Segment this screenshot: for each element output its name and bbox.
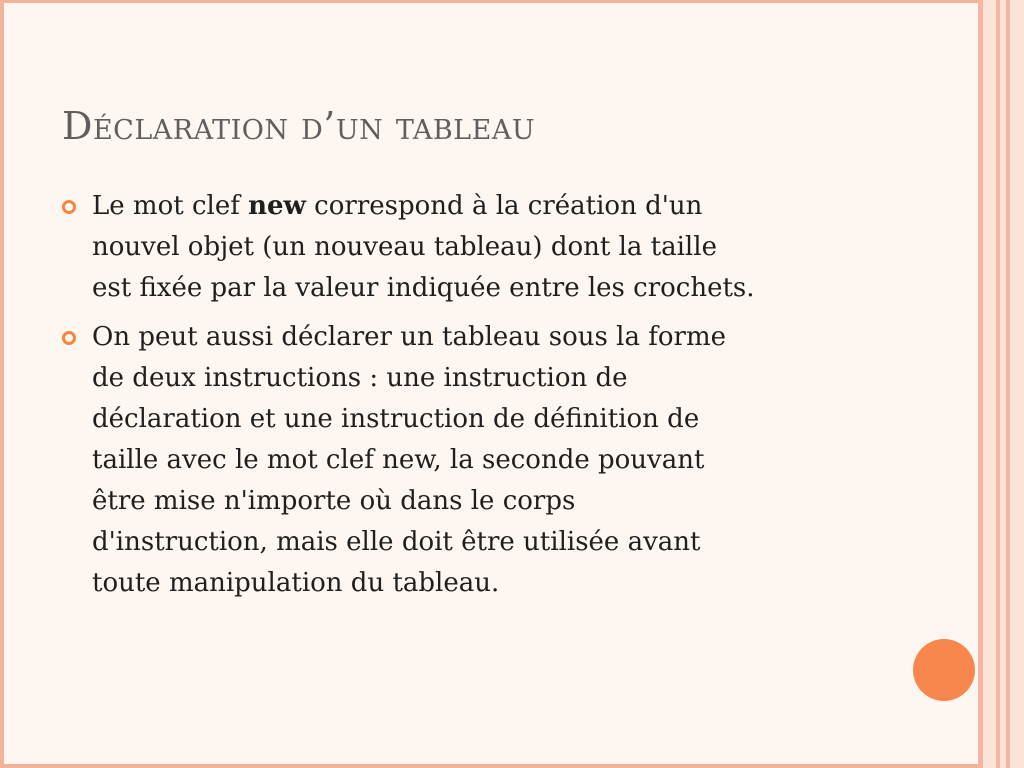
bullet-line: de deux instructions : une instruction de (92, 363, 628, 393)
bottom-border (0, 764, 980, 768)
decorative-circle-icon (913, 639, 975, 701)
left-border (0, 0, 4, 768)
bullet-text: Le mot clef (92, 191, 249, 221)
bullet-text: correspond à la création d'un (305, 191, 703, 221)
bullet-line: être mise n'importe où dans le corps (92, 486, 576, 516)
top-border (0, 0, 980, 3)
bullet-line: est fixée par la valeur indiquée entre les crochets. (92, 273, 755, 303)
bullet-line (92, 186, 882, 227)
bullet-line: d'instruction, mais elle doit être utilisée avant (92, 527, 701, 557)
stripe (1010, 0, 1024, 768)
bullet-item (62, 186, 882, 309)
bullet-item (62, 317, 882, 604)
slide-body (62, 186, 882, 612)
bullet-line: On peut aussi déclarer un tableau sous la forme (92, 322, 726, 352)
slide-title: Déclaration d’un tableau (62, 104, 536, 148)
keyword-new: new (248, 191, 306, 221)
circle-bullet-icon (62, 331, 76, 345)
bullet-line: toute manipulation du tableau. (92, 568, 500, 598)
bullet-line: nouvel objet (un nouveau tableau) dont la taille (92, 232, 717, 262)
bullet-line: déclaration et une instruction de définition de (92, 404, 700, 434)
stripe (983, 0, 996, 768)
circle-bullet-icon (62, 200, 76, 214)
bullet-line: taille avec le mot clef new, la seconde pouvant (92, 445, 705, 475)
right-decorative-stripes (978, 0, 1024, 768)
